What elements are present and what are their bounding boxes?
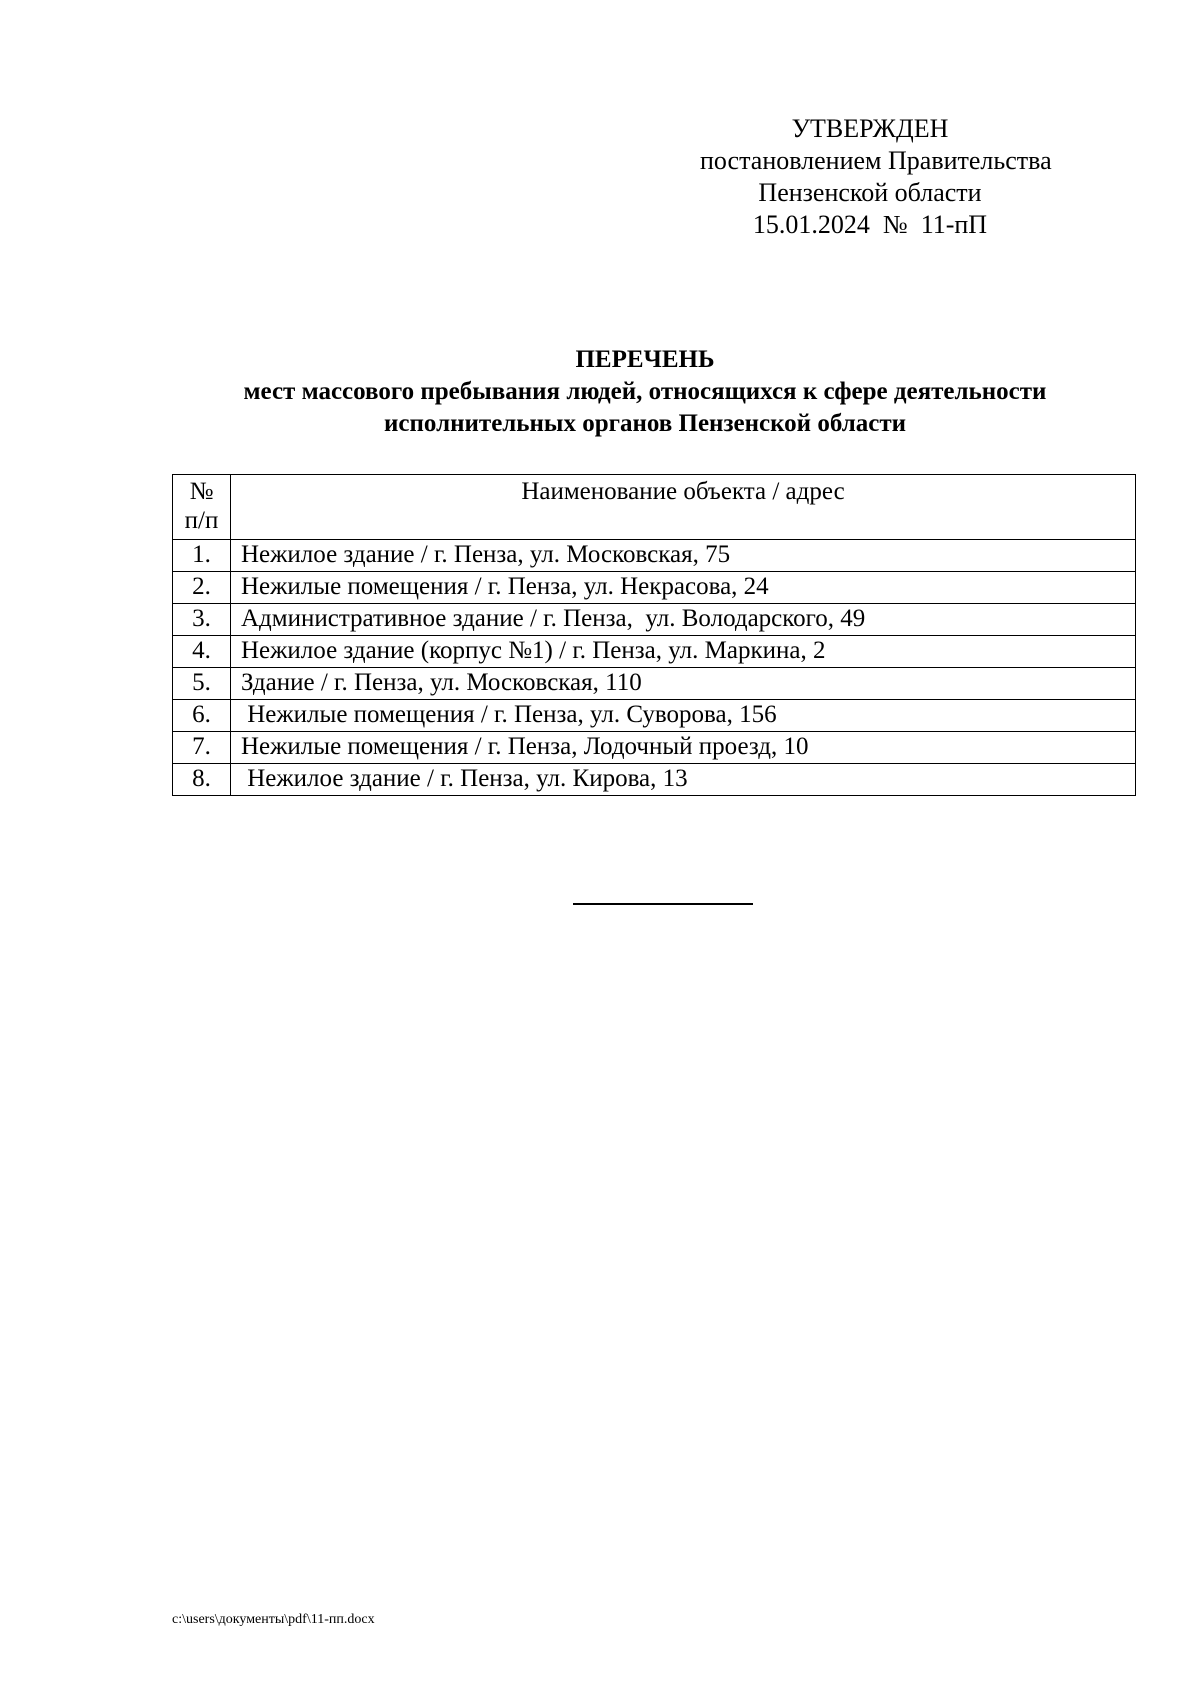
table-row — [173, 540, 1136, 572]
table-row — [173, 604, 1136, 636]
row-object-address-cell: Нежилое здание / г. Пенза, ул. Московская, 75 — [231, 540, 1136, 572]
approval-date-number: 15.01.2024 № 11-пП — [752, 210, 988, 239]
row-number-cell: 6. — [173, 700, 231, 732]
document-subtitle-line-1: мест массового пребывания людей, относящихся к сфере деятельности — [243, 378, 1047, 405]
approval-stamp — [700, 113, 1052, 241]
places-table — [172, 474, 1136, 796]
row-object-address-cell: Нежилые помещения / г. Пенза, Лодочный проезд, 10 — [231, 732, 1136, 764]
row-object-address-cell: Нежилое здание (корпус №1) / г. Пенза, ул. Маркина, 2 — [231, 636, 1136, 668]
row-object-address-cell: Здание / г. Пенза, ул. Московская, 110 — [231, 668, 1136, 700]
row-number-cell: 1. — [173, 540, 231, 572]
row-number-cell: 8. — [173, 764, 231, 796]
table-row — [173, 732, 1136, 764]
table-row — [173, 668, 1136, 700]
table-row — [173, 636, 1136, 668]
header-number-sign: № — [189, 478, 214, 505]
row-number-cell: 4. — [173, 636, 231, 668]
row-object-address-cell: Нежилое здание / г. Пенза, ул. Кирова, 13 — [231, 764, 1136, 796]
footer-file-path: c:\users\документы\pdf\11-пп.docx — [172, 1612, 375, 1627]
table-header-row — [173, 475, 1136, 540]
row-object-address-cell: Нежилые помещения / г. Пенза, ул. Суворова, 156 — [231, 700, 1136, 732]
document-heading — [150, 344, 1140, 440]
document-subtitle-line-2: исполнительных органов Пензенской области — [384, 410, 906, 437]
row-number-cell: 5. — [173, 668, 231, 700]
table-row — [173, 700, 1136, 732]
row-object-address-cell: Административное здание / г. Пенза, ул. Володарского, 49 — [231, 604, 1136, 636]
table-row — [173, 764, 1136, 796]
approval-region: Пензенской области — [758, 178, 982, 207]
end-separator-line — [573, 903, 753, 905]
header-number-cell — [173, 475, 231, 540]
table-body — [173, 540, 1136, 796]
table-row — [173, 572, 1136, 604]
row-number-cell: 3. — [173, 604, 231, 636]
row-number-cell: 7. — [173, 732, 231, 764]
document-title: ПЕРЕЧЕНЬ — [575, 346, 715, 373]
approval-authority: постановлением Правительства — [700, 146, 1052, 175]
row-number-cell: 2. — [173, 572, 231, 604]
row-object-address-cell: Нежилые помещения / г. Пенза, ул. Некрасова, 24 — [231, 572, 1136, 604]
header-name-cell: Наименование объекта / адрес — [231, 475, 1136, 540]
header-number-abbr: п/п — [184, 507, 219, 534]
approval-heading: УТВЕРЖДЕН — [791, 114, 949, 143]
